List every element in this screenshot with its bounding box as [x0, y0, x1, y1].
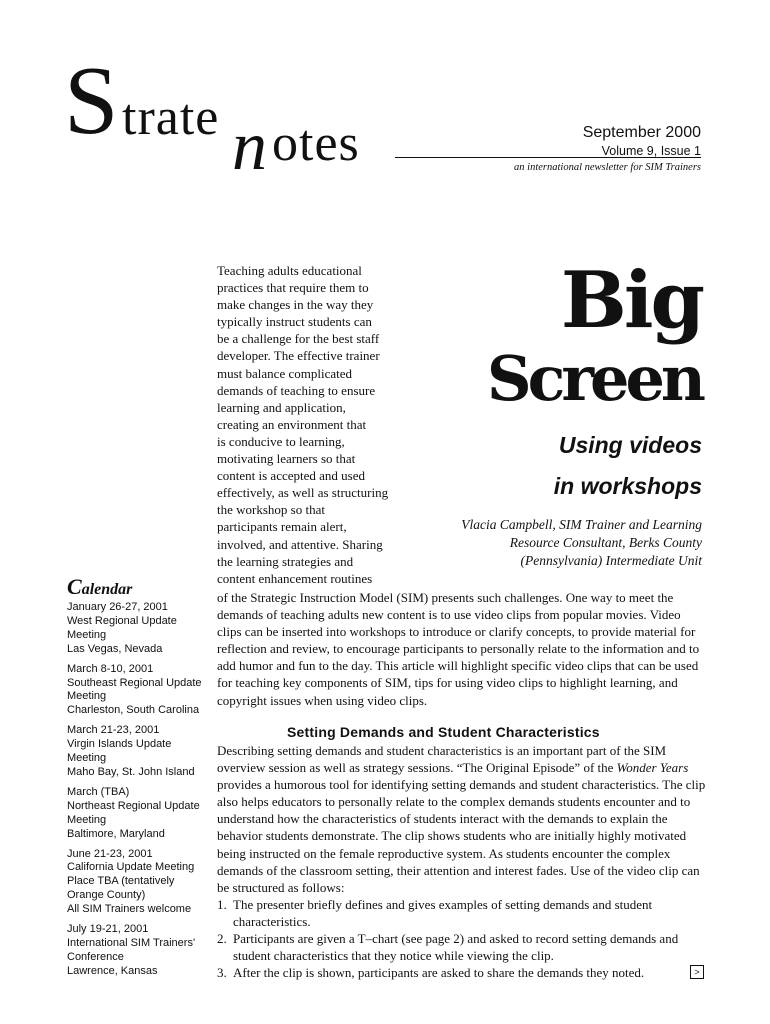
logo-text-trate: trate [122, 89, 220, 146]
intro-line: creating an environment that [217, 416, 367, 432]
byline-line: Resource Consultant, Berks County [509, 535, 702, 550]
event-name: West Regional Update Meeting [67, 614, 177, 641]
intro-line: demands of teaching to ensure [217, 382, 376, 398]
event-date: June 21-23, 2001 [67, 847, 153, 860]
event-date: March 21-23, 2001 [67, 724, 160, 737]
newsletter-tagline: an international newsletter for SIM Trainers [514, 162, 701, 173]
intro-line: the workshop so that [217, 502, 325, 518]
event-name: California Update Meeting [67, 861, 195, 874]
event-date: March 8-10, 2001 [67, 662, 154, 675]
author-byline [412, 516, 702, 570]
calendar-event [67, 724, 207, 780]
intro-line: involved, and attentive. Sharing [217, 536, 383, 552]
intro-line: learning and application, [217, 399, 346, 415]
calendar-title-rest: alendar [81, 581, 133, 598]
issue-volume: Volume 9, Issue 1 [601, 144, 701, 158]
calendar-event [67, 601, 207, 657]
step-number: 1. [217, 897, 227, 912]
step-item [217, 964, 697, 981]
step-item [217, 896, 697, 930]
calendar-event [67, 786, 207, 842]
event-note: All SIM Trainers welcome [67, 903, 192, 916]
intro-line: practices that require them to [217, 280, 369, 296]
event-place: Lawrence, Kansas [67, 964, 158, 977]
intro-line: Teaching adults educational [217, 263, 362, 278]
event-name: Southeast Regional Update Meeting [67, 676, 202, 703]
step-text: Participants are given a T–chart (see page 2) and asked to record setting demands and student characteristics that they notice while viewing the clip. [233, 931, 679, 964]
feature-title-screen: Screen [486, 342, 702, 415]
event-place: Las Vegas, Nevada [67, 642, 163, 655]
step-text: The presenter briefly defines and gives examples of setting demands and student characteristics. [233, 897, 653, 930]
issue-date: September 2000 [582, 124, 701, 141]
feature-subtitle-line-1: Using videos [558, 432, 702, 458]
intro-line: must balance complicated [217, 365, 353, 381]
event-name: Northeast Regional Update Meeting [67, 799, 200, 826]
intro-line: motivating learners so that [217, 451, 356, 467]
intro-line: the learning strategies and [217, 553, 354, 569]
intro-line: participants remain alert, [217, 519, 347, 535]
event-place: Place TBA (tentatively Orange County) [67, 875, 175, 902]
intro-continuation: of the Strategic Instruction Model (SIM) presents such challenges. One way to meet the demands of teaching adults new content is to use video clips from popular movies. Video clips can be inserted into workshops to introduce or clarify concepts, to provide material for reflection and review, to encourage participants to personally relate to the information and to add humor and fun to the day. This article will highlight specific video clips that can be used for teaching key components of SIM, tips for using video clips to highlight learning, and copyright issues when using video clips. [217, 590, 700, 708]
intro-line: is conducive to learning, [217, 433, 345, 449]
logo-text-otes: otes [272, 115, 360, 172]
intro-line: typically instruct students can [217, 314, 372, 330]
step-text: After the clip is shown, participants are asked to share the demands they noted. [233, 965, 645, 981]
intro-line: effectively, as well as structuring [217, 485, 389, 501]
steps-list [217, 896, 697, 981]
intro-column [217, 262, 397, 587]
paragraph-text: Describing setting demands and student characteristics is an important part of the SIM overview session as well as strategy sessions. “The Original Episode” of the [217, 743, 667, 776]
calendar-title-initial: C [67, 574, 82, 599]
event-date: March (TBA) [67, 785, 130, 798]
section-heading: Setting Demands and Student Characteristics [287, 724, 600, 740]
paragraph-text: provides a humorous tool for identifying setting demands and student characteristics. The clip also helps educators to personally relate to the complex demands students encounter and to understand how the characteristics of students interact with the demands to explain the behavior students demonstrate. The clip shows students who are initially highly motivated being instructed on the female reproductive system. As students encounter the complex demands of the classroom setting, their attention and interest fades. Use of the video clip can be structured as follows: [217, 777, 706, 895]
intro-line: make changes in the way they [217, 297, 374, 313]
calendar-event [67, 923, 207, 979]
feature-title-big: Big [560, 255, 702, 346]
event-name: International SIM Trainers' Conference [67, 936, 196, 963]
calendar-event [67, 848, 207, 918]
step-number: 2. [217, 931, 227, 947]
next-page-arrow-icon[interactable]: > [690, 965, 704, 979]
section-paragraph [217, 742, 707, 896]
logo-letter-s: S [64, 47, 119, 155]
event-date: January 26-27, 2001 [67, 601, 168, 613]
intro-line: content is accepted and used [217, 468, 365, 484]
step-number: 3. [217, 965, 227, 981]
feature-subtitle-line-2: in workshops [553, 473, 702, 499]
byline-line: Vlacia Campbell, SIM Trainer and Learning [461, 517, 702, 532]
intro-line: be a challenge for the best staff [217, 331, 380, 347]
calendar-event [67, 663, 207, 719]
calendar-title [67, 574, 207, 600]
step-item [217, 930, 697, 964]
event-place: Maho Bay, St. John Island [67, 765, 195, 778]
intro-line: content enhancement routines [217, 570, 373, 586]
event-place: Charleston, South Carolina [67, 704, 200, 717]
calendar-events [67, 601, 207, 979]
calendar-sidebar [67, 574, 207, 985]
show-title: Wonder Years [616, 760, 689, 776]
event-place: Baltimore, Maryland [67, 827, 165, 840]
event-date: July 19-21, 2001 [67, 923, 149, 936]
logo-letter-n: n [232, 108, 267, 185]
event-name: Virgin Islands Update Meeting [67, 738, 172, 765]
byline-line: (Pennsylvania) Intermediate Unit [520, 553, 702, 568]
intro-line: developer. The effective trainer [217, 348, 380, 364]
